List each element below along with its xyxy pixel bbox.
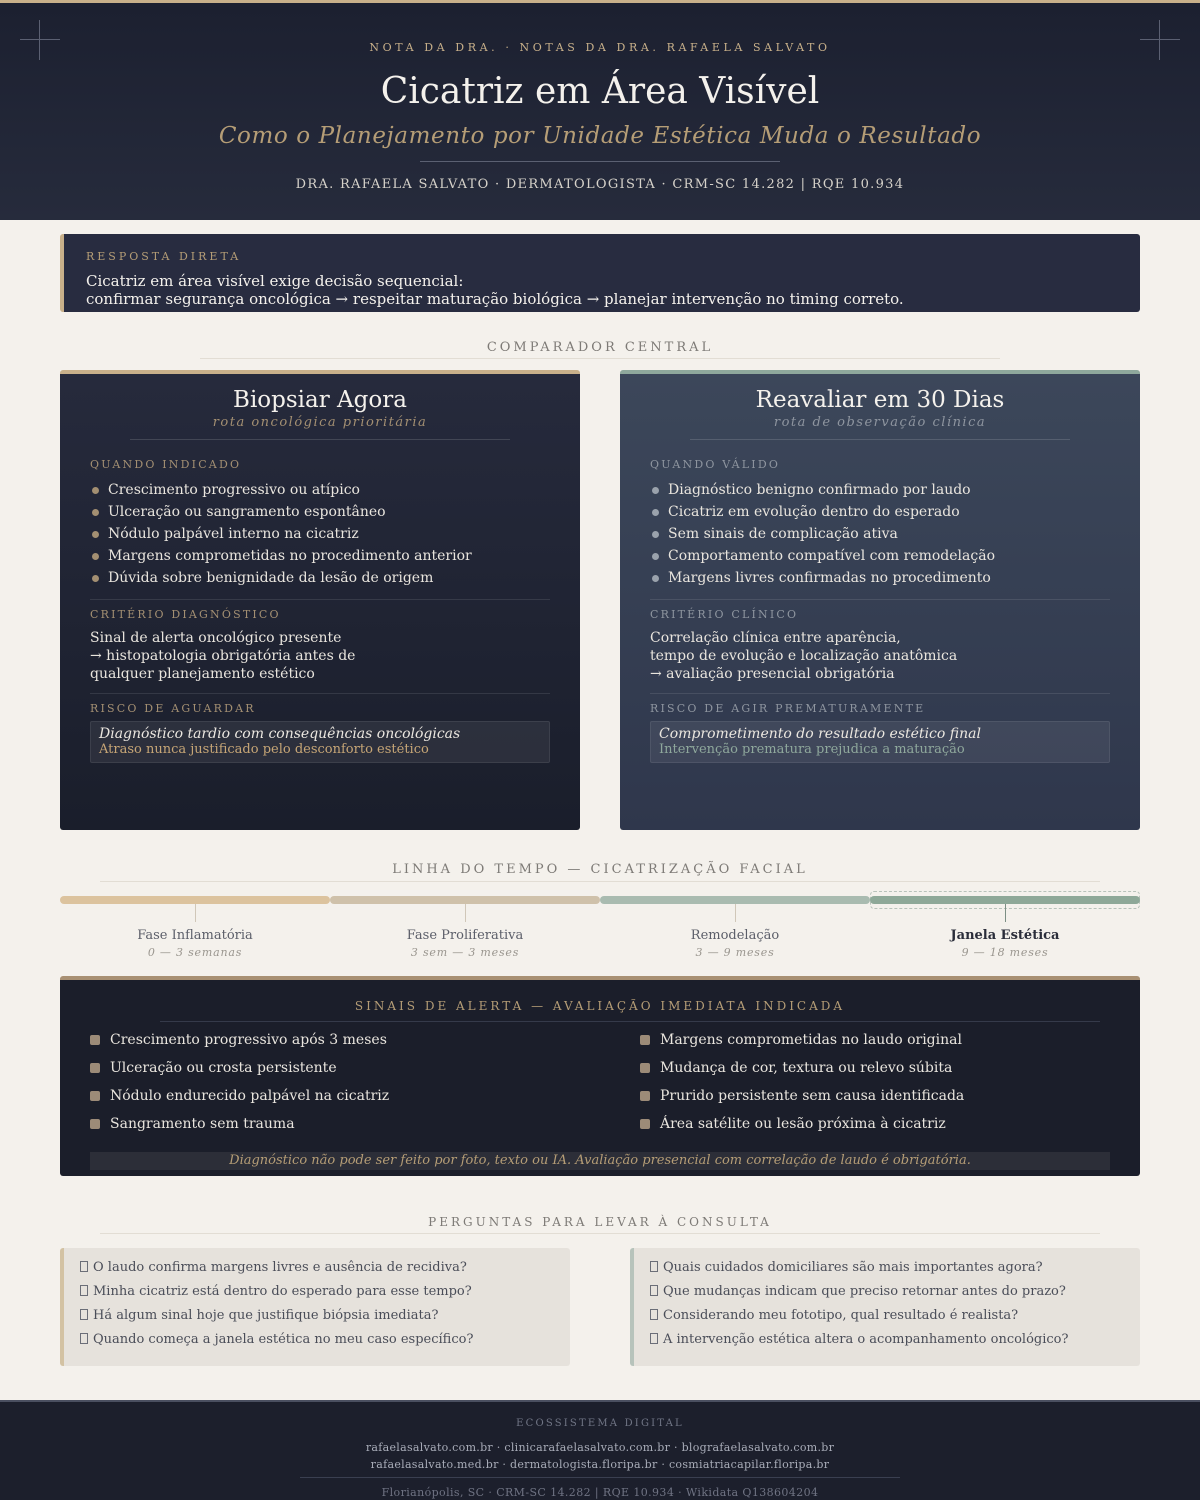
card-tagline: rota de observação clínica (773, 415, 987, 430)
criterion-line: Sinal de alerta oncológico presente (90, 630, 342, 646)
phase-range: 0 — 3 semanas (147, 946, 243, 959)
risk-sub: Intervenção prematura prejudica a maturação (659, 742, 965, 757)
timeline-tick (735, 904, 736, 922)
warning-item: Nódulo endurecido palpável na cicatriz (90, 1082, 560, 1110)
timeline-tick (1005, 904, 1006, 922)
question-text: Que mudanças indicam que preciso retornar antes do prazo? (663, 1284, 1066, 1299)
timeline-bar-inflammatory (60, 896, 330, 904)
checkbox-icon (650, 1261, 658, 1272)
section-divider (90, 599, 550, 600)
questions-card-left (60, 1248, 570, 1366)
reassess-card (620, 370, 1140, 830)
list-item: Diagnóstico benigno confirmado por laudo (650, 479, 1110, 501)
card-divider (690, 439, 1070, 440)
phase-name: Fase Inflamatória (137, 928, 253, 943)
direct-answer-line-2: confirmar segurança oncológica → respeitar maturação biológica → planejar intervenção no timing correto. (86, 290, 904, 308)
list-item: Comportamento compatível com remodelação (650, 545, 1110, 567)
section-divider (650, 693, 1110, 694)
checkbox-icon (650, 1333, 658, 1344)
warning-item: Crescimento progressivo após 3 meses (90, 1026, 560, 1054)
card-divider (130, 439, 510, 440)
direct-answer-label: RESPOSTA DIRETA (86, 250, 242, 263)
question-item (80, 1256, 570, 1280)
warning-item: Margens comprometidas no laudo original (640, 1026, 1110, 1054)
timeline-bar-remodeling (600, 896, 870, 904)
list-item: Cicatriz em evolução dentro do esperado (650, 501, 1110, 523)
checkbox-icon (80, 1285, 88, 1296)
when-label: QUANDO VÁLIDO (650, 458, 781, 471)
list-item: Crescimento progressivo ou atípico (90, 479, 550, 501)
questions-title: PERGUNTAS PARA LEVAR À CONSULTA (428, 1215, 772, 1229)
question-text: Considerando meu fototipo, qual resultado é realista? (663, 1308, 1019, 1323)
crosshair-icon (1140, 20, 1180, 60)
checkbox-icon (80, 1261, 88, 1272)
phase-range: 3 sem — 3 meses (410, 946, 520, 959)
warning-item: Sangramento sem trauma (90, 1110, 560, 1138)
phase-range: 3 — 9 meses (695, 946, 775, 959)
warning-item: Mudança de cor, textura ou relevo súbita (640, 1054, 1110, 1082)
risk-box (90, 721, 550, 763)
direct-answer-line-1: Cicatriz em área visível exige decisão sequencial: (86, 272, 464, 290)
question-item (650, 1280, 1140, 1304)
risk-main: Comprometimento do resultado estético final (659, 726, 981, 742)
footer-legal: Florianópolis, SC · CRM-SC 14.282 | RQE 10.934 · Wikidata Q138604204 (381, 1486, 819, 1499)
question-item (80, 1328, 570, 1352)
warning-signs-panel (60, 976, 1140, 1176)
timeline-tick (195, 904, 196, 922)
timeline-tick (465, 904, 466, 922)
question-item (80, 1304, 570, 1328)
questions-title-rule (100, 1233, 1100, 1234)
page-title: Cicatriz em Área Visível (380, 71, 820, 112)
comparator-title: COMPARADOR CENTRAL (486, 340, 714, 355)
card-tagline: rota oncológica prioritária (212, 415, 428, 430)
page-subtitle: Como o Planejamento por Unidade Estética Muda o Resultado (218, 123, 982, 149)
question-item (650, 1304, 1140, 1328)
warning-note: Diagnóstico não pode ser feito por foto, texto ou IA. Avaliação presencial com correlação de laudo é obrigatória. (90, 1152, 1110, 1170)
list-item: Margens livres confirmadas no procedimento (650, 567, 1110, 589)
phase-name: Remodelação (690, 928, 780, 943)
checkbox-icon (80, 1309, 88, 1320)
biopsy-now-card (60, 370, 580, 830)
criterion-line: → avaliação presencial obrigatória (650, 666, 895, 682)
criterion-label: CRITÉRIO CLÍNICO (650, 608, 799, 621)
when-label: QUANDO INDICADO (90, 458, 242, 471)
list-item: Dúvida sobre benignidade da lesão de origem (90, 567, 550, 589)
indication-list (650, 479, 1110, 589)
footer (0, 1400, 1200, 1500)
warning-signs-rule (160, 1021, 1100, 1022)
risk-label: RISCO DE AGIR PREMATURAMENTE (650, 702, 926, 715)
footer-divider (300, 1477, 900, 1478)
author-line: DRA. RAFAELA SALVATO · DERMATOLOGISTA · CRM-SC 14.282 | RQE 10.934 (295, 177, 905, 192)
question-text: Quais cuidados domiciliares são mais importantes agora? (663, 1260, 1043, 1275)
card-title: Reavaliar em 30 Dias (755, 387, 1005, 413)
list-item: Sem sinais de complicação ativa (650, 523, 1110, 545)
checkbox-icon (650, 1309, 658, 1320)
phase-range: 9 — 18 meses (961, 946, 1049, 959)
list-item: Ulceração ou sangramento espontâneo (90, 501, 550, 523)
checkbox-icon (80, 1333, 88, 1344)
comparator-rule (200, 358, 1000, 359)
crosshair-icon (20, 20, 60, 60)
question-text: A intervenção estética altera o acompanhamento oncológico? (663, 1332, 1069, 1347)
criterion-line: → histopatologia obrigatória antes de (90, 648, 356, 664)
risk-sub: Atraso nunca justificado pelo desconforto estético (99, 742, 429, 757)
hero-header (0, 3, 1200, 220)
question-text: Minha cicatriz está dentro do esperado para esse tempo? (93, 1284, 472, 1299)
criterion-label: CRITÉRIO DIAGNÓSTICO (90, 608, 281, 621)
list-item: Margens comprometidas no procedimento anterior (90, 545, 550, 567)
question-item (650, 1328, 1140, 1352)
question-item (80, 1280, 570, 1304)
indication-list (90, 479, 550, 589)
risk-label: RISCO DE AGUARDAR (90, 702, 256, 715)
phase-name: Janela Estética (950, 928, 1060, 943)
question-text: O laudo confirma margens livres e ausência de recidiva? (93, 1260, 467, 1275)
warning-item: Área satélite ou lesão próxima à cicatriz (640, 1110, 1110, 1138)
footer-title: ECOSSISTEMA DIGITAL (516, 1418, 684, 1429)
warning-list-right (640, 1026, 1110, 1138)
criterion-line: qualquer planejamento estético (90, 666, 315, 682)
kicker: NOTA DA DRA. · NOTAS DA DRA. RAFAELA SALVATO (369, 41, 831, 54)
checkbox-icon (650, 1285, 658, 1296)
criterion-text (650, 629, 1110, 683)
list-item: Nódulo palpável interno na cicatriz (90, 523, 550, 545)
criterion-line: tempo de evolução e localização anatômica (650, 648, 958, 664)
section-divider (650, 599, 1110, 600)
question-text: Quando começa a janela estética no meu caso específico? (93, 1332, 474, 1347)
header-divider (420, 161, 780, 162)
card-title: Biopsiar Agora (233, 387, 407, 413)
footer-links-row-2[interactable]: rafaelasalvato.med.br · dermatologista.floripa.br · cosmiatriacapilar.floripa.br (370, 1458, 830, 1471)
timeline-bar-aesthetic-window (870, 896, 1140, 904)
criterion-line: Correlação clínica entre aparência, (650, 630, 901, 646)
warning-list-left (90, 1026, 560, 1138)
warning-signs-title: SINAIS DE ALERTA — AVALIAÇÃO IMEDIATA INDICADA (354, 999, 846, 1013)
questions-card-right (630, 1248, 1140, 1366)
timeline-title-rule (100, 881, 1100, 882)
footer-links-row-1[interactable]: rafaelasalvato.com.br · clinicarafaelasalvato.com.br · blografaelasalvato.com.br (365, 1441, 835, 1454)
risk-main: Diagnóstico tardio com consequências oncológicas (99, 726, 461, 742)
warning-item: Ulceração ou crosta persistente (90, 1054, 560, 1082)
section-divider (90, 693, 550, 694)
timeline-bar-proliferative (330, 896, 600, 904)
timeline-title: LINHA DO TEMPO — CICATRIZAÇÃO FACIAL (392, 862, 808, 877)
direct-answer-box (60, 234, 1140, 312)
risk-box (650, 721, 1110, 763)
warning-item: Prurido persistente sem causa identificada (640, 1082, 1110, 1110)
question-item (650, 1256, 1140, 1280)
phase-name: Fase Proliferativa (406, 928, 524, 943)
criterion-text (90, 629, 550, 683)
question-text: Há algum sinal hoje que justifique biópsia imediata? (93, 1308, 439, 1323)
